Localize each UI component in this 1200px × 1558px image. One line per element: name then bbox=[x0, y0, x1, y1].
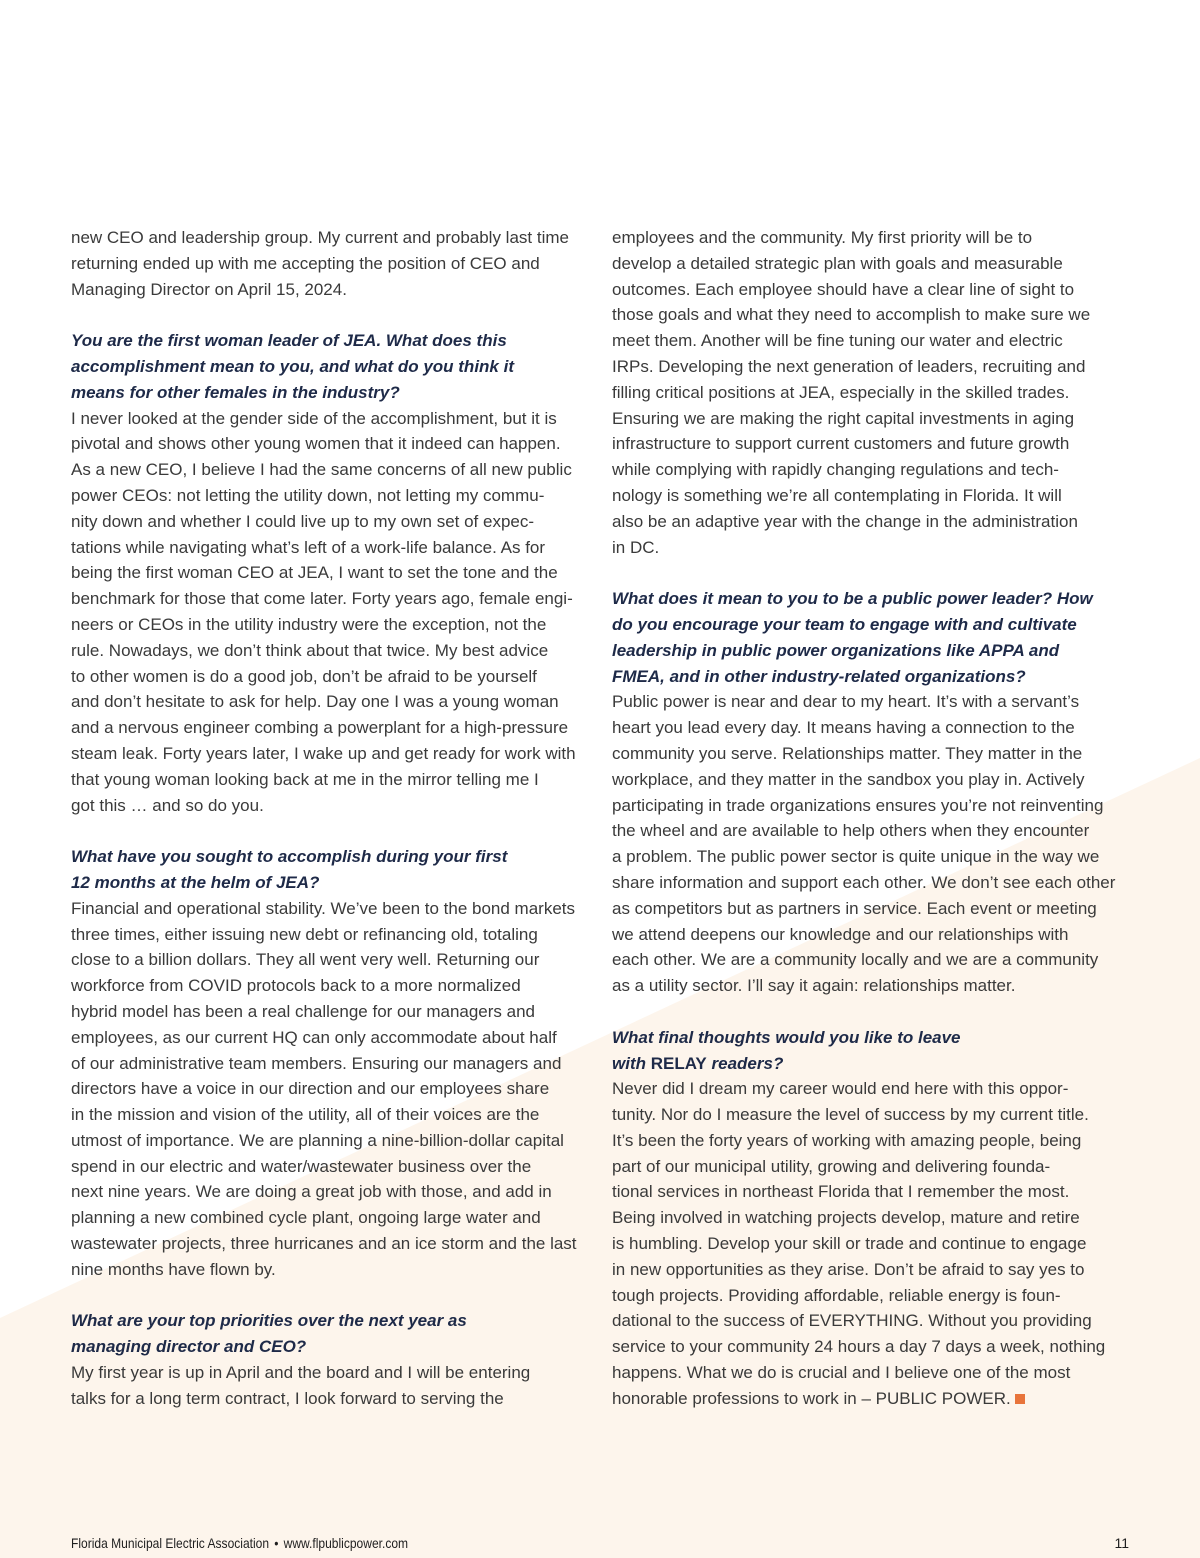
answer-final-thoughts-text: Never did I dream my career would end here with this oppor- tunity. Nor do I measure the level of success by my current title. It’s been the forty years of working with amazing people, being part of our municipal utility, growing and delivering founda- tional services in northeast Florida that I remember the most. Being involved in watching projects develop, mature and retire is humbling. Develop your skill or trade and continue to engage in new opportunities as they arise. Don’t be afraid to say yes to tough projects. Providing affordable, reliable energy is foun- dational to the success of EVERYTHING. Without you providing service to your community 24 hours a day 7 days a week, nothing happens. What we do is crucial and I believe one of the most honorable professions to work in – PUBLIC POWER. bbox=[612, 1079, 1106, 1408]
footer-separator: • bbox=[274, 1535, 279, 1551]
question-first-12-months: What have you sought to accomplish during your first 12 months at the helm of JEA? bbox=[71, 847, 508, 892]
answer-top-priorities-continued: employees and the community. My first priority will be to develop a detailed strategic plan with goals and measurable outcomes. Each employee should have a clear line of sight to those goals and what they need to accomplish to make sure we meet them. Another will be fine tuning our water and electric IRPs. Developing the next generation of leaders, recruiting and filling critical positions at JEA, especially in the skilled trades. Ensuring we are making the right capital investments in aging infrastructure to support current customers and future growth while complying with rapidly changing regulations and tech- nology is something we’re all contemplating in Florida. It will also be an adaptive year with the change in the administration in DC. bbox=[612, 228, 1091, 557]
question-final-thoughts bbox=[612, 1025, 1137, 1077]
footer-website-link[interactable]: www.flpublicpower.com bbox=[283, 1535, 409, 1551]
answer-first-woman-leader: I never looked at the gender side of the accomplishment, but it is pivotal and shows other young women that it indeed can happen. As a new CEO, I believe I had the same concerns of all new public power CEOs: not letting the utility down, not letting my commu- nity down and whether I could live up to my own set of expec- tations while navigating what’s left of a work-life balance. As for being the first woman CEO at JEA, I want to set the tone and the benchmark for those that come later. Forty years ago, female engi- neers or CEOs in the utility industry were the exception, not the rule. Nowadays, we don’t think about that twice. My best advice to other women is do a good job, don’t be afraid to be yourself and don’t hesitate to ask for help. Day one I was a young woman and a nervous engineer combing a powerplant for a high-pressure steam leak. Forty years later, I wake up and get ready for work with that young woman looking back at me in the mirror telling me I got this … and so do you. bbox=[71, 408, 576, 815]
intro-paragraph: new CEO and leadership group. My current and probably last time returning ended up with me accepting the position of CEO and Managing Director on April 15, 2024. bbox=[71, 228, 569, 299]
relay-magazine-name: RELAY bbox=[650, 1053, 707, 1073]
page-footer bbox=[71, 1535, 408, 1551]
question-top-priorities: What are your top priorities over the next year as managing director and CEO? bbox=[71, 1311, 467, 1357]
article-left-column bbox=[71, 225, 596, 1412]
page-number: 11 bbox=[1114, 1535, 1129, 1551]
answer-top-priorities-start: My first year is up in April and the board and I will be entering talks for a long term contract, I look forward to serving the bbox=[71, 1363, 531, 1408]
question-final-thoughts-part1: What final thoughts would you like to leave with bbox=[612, 1027, 961, 1073]
footer-organization: Florida Municipal Electric Association bbox=[71, 1535, 270, 1551]
answer-final-thoughts bbox=[612, 1076, 1137, 1411]
answer-first-12-months: Financial and operational stability. We’ve been to the bond markets three times, either issuing new debt or refinancing old, totaling close to a billion dollars. They all went very well. Returning our workforce from COVID protocols back to a more normalized hybrid model has been a real challenge for our managers and employees, as our current HQ can only accommodate about half of our administrative team members. Ensuring our managers and directors have a voice in our direction and our employees share in the mission and vision of the utility, all of their voices are the utmost of importance. We are planning a nine-billion-dollar capital spend in our electric and water/wastewater business over the next nine years. We are doing a great job with those, and add in planning a new combined cycle plant, ongoing large water and wastewater projects, three hurricanes and an ice storm and the last nine months have flown by. bbox=[71, 898, 577, 1279]
question-final-thoughts-part2: readers? bbox=[706, 1053, 784, 1073]
question-first-woman-leader: You are the first woman leader of JEA. What does this accomplishment mean to you, and what do you think it means for other females in the industry? bbox=[71, 331, 514, 402]
article-right-column bbox=[612, 225, 1137, 1412]
question-public-power-leader: What does it mean to you to be a public power leader? How do you encourage your team to engage with and cultivate leadership in public power organizations like APPA and FMEA, and in other industry-related organizations? bbox=[612, 589, 1093, 686]
article-end-mark-icon bbox=[1015, 1394, 1025, 1404]
answer-public-power-leader: Public power is near and dear to my heart. It’s with a servant’s heart you lead every day. It means having a connection to the community you serve. Relationships matter. They matter in the workplace, and they matter in the sandbox you play in. Actively participating in trade organizations ensures you’re not reinventing the wheel and are available to help others when they encounter a problem. The public power sector is quite unique in the way we share information and support each other. We don’t see each other as competitors but as partners in service. Each event or meeting we attend deepens our knowledge and our relationships with each other. We are a community locally and we are a community as a utility sector. I’ll say it again: relationships matter. bbox=[612, 692, 1116, 996]
